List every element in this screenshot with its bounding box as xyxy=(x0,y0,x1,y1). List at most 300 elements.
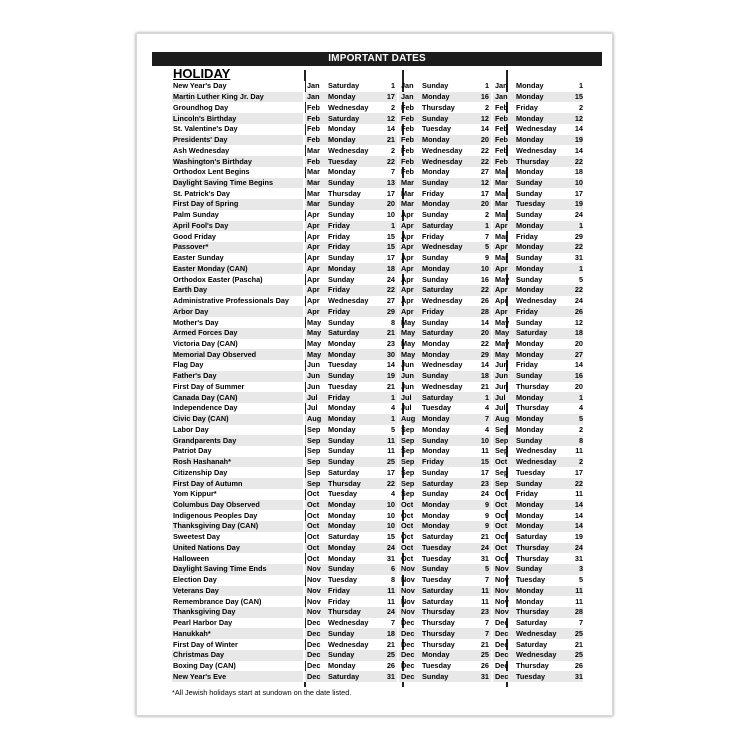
month-cell: Jul xyxy=(305,392,327,403)
date-number-cell: 17 xyxy=(386,467,395,477)
month-cell: Feb xyxy=(305,135,327,146)
date-number-cell: 2 xyxy=(570,457,583,468)
month-cell: Sep xyxy=(495,467,509,477)
month-cell: Mar xyxy=(307,145,320,155)
date-number-cell: 5 xyxy=(578,274,583,284)
month-cell: Feb xyxy=(401,124,414,134)
holiday-name: Good Friday xyxy=(173,231,216,241)
date-number-cell: 21 xyxy=(386,381,395,391)
date-number-cell: 20 xyxy=(382,199,397,210)
month-cell: Sep xyxy=(401,489,415,499)
date-number-cell: 22 xyxy=(570,156,583,167)
weekday-cell: Thursday xyxy=(515,607,570,618)
weekday-cell: Saturday xyxy=(327,328,382,339)
month-cell: Oct xyxy=(495,510,508,520)
weekday-cell: Monday xyxy=(515,392,570,403)
weekday-cell: Sunday xyxy=(328,253,355,263)
weekday-cell: Tuesday xyxy=(515,671,570,682)
month-cell: Apr xyxy=(493,263,515,274)
month-cell: Nov xyxy=(399,586,421,597)
weekday-cell: Tuesday xyxy=(328,575,358,585)
weekday-cell: Monday xyxy=(516,81,544,91)
holiday-row xyxy=(172,467,583,478)
holiday-name: Indigenous Peoples Day xyxy=(173,510,258,520)
weekday-cell: Sunday xyxy=(328,210,355,220)
month-cell: Apr xyxy=(493,221,515,232)
weekday-cell: Wednesday xyxy=(328,639,369,649)
holiday-name: Yom Kippur* xyxy=(173,489,217,499)
date-number-cell: 21 xyxy=(480,639,489,649)
holiday-row xyxy=(172,285,583,296)
month-cell: Apr xyxy=(305,242,327,253)
month-cell: Apr xyxy=(493,306,515,317)
date-number-cell: 2 xyxy=(578,424,583,434)
date-number-cell: 31 xyxy=(480,553,489,563)
month-cell: Sep xyxy=(401,424,415,434)
date-number-cell: 5 xyxy=(476,564,491,575)
weekday-cell: Wednesday xyxy=(422,296,463,306)
weekday-cell: Thursday xyxy=(328,188,361,198)
date-number-cell: 1 xyxy=(570,263,583,274)
date-number-cell: 1 xyxy=(476,392,491,403)
month-cell: Nov xyxy=(493,607,515,618)
month-cell: Mar xyxy=(401,188,414,198)
month-cell: Jul xyxy=(401,403,412,413)
date-number-cell: 26 xyxy=(480,296,489,306)
holiday-row xyxy=(172,317,583,328)
weekday-cell: Monday xyxy=(515,500,570,511)
holiday-name: Martin Luther King Jr. Day xyxy=(172,92,303,103)
month-cell: Oct xyxy=(493,521,515,532)
holiday-row xyxy=(172,553,583,564)
weekday-cell: Wednesday xyxy=(515,457,570,468)
holiday-name: Orthodox Lent Begins xyxy=(173,167,250,177)
month-cell: Feb xyxy=(305,156,327,167)
weekday-cell: Tuesday xyxy=(328,360,358,370)
weekday-cell: Friday xyxy=(516,102,538,112)
month-cell: Nov xyxy=(305,607,327,618)
date-number-cell: 2 xyxy=(390,102,395,112)
month-cell: Jan xyxy=(307,81,320,91)
weekday-cell: Monday xyxy=(516,596,544,606)
weekday-cell: Sunday xyxy=(328,274,355,284)
date-number-cell: 26 xyxy=(386,661,395,671)
weekday-cell: Sunday xyxy=(421,178,476,189)
weekday-cell: Sunday xyxy=(421,564,476,575)
weekday-cell: Sunday xyxy=(422,317,449,327)
month-cell: Jun xyxy=(307,360,320,370)
date-number-cell: 31 xyxy=(476,671,491,682)
date-number-cell: 25 xyxy=(570,628,583,639)
weekday-cell: Tuesday xyxy=(516,575,546,585)
weekday-cell: Wednesday xyxy=(328,102,369,112)
date-number-cell: 29 xyxy=(382,306,397,317)
weekday-cell: Tuesday xyxy=(422,553,452,563)
weekday-cell: Monday xyxy=(421,500,476,511)
weekday-cell: Sunday xyxy=(421,671,476,682)
holiday-row xyxy=(172,425,583,436)
holiday-name: Groundhog Day xyxy=(173,102,229,112)
weekday-cell: Friday xyxy=(422,231,444,241)
weekday-cell: Friday xyxy=(422,188,444,198)
month-cell: Jun xyxy=(401,381,414,391)
holiday-row xyxy=(172,199,583,210)
weekday-cell: Monday xyxy=(515,92,570,103)
month-cell: Dec xyxy=(399,628,421,639)
month-cell: Apr xyxy=(399,221,421,232)
weekday-cell: Monday xyxy=(515,586,570,597)
date-number-cell: 24 xyxy=(382,607,397,618)
holiday-name: St. Valentine's Day xyxy=(173,124,238,134)
month-cell: Dec xyxy=(305,650,327,661)
weekday-cell: Sunday xyxy=(328,317,355,327)
month-cell: Jan xyxy=(493,92,515,103)
date-number-cell: 5 xyxy=(476,242,491,253)
weekday-cell: Thursday xyxy=(516,381,549,391)
month-cell: May xyxy=(307,338,322,348)
holiday-row xyxy=(172,628,583,639)
date-number-cell: 28 xyxy=(570,607,583,618)
weekday-cell: Saturday xyxy=(421,221,476,232)
weekday-cell: Sunday xyxy=(515,435,570,446)
holiday-row xyxy=(172,403,583,414)
weekday-cell: Monday xyxy=(327,135,382,146)
weekday-cell: Tuesday xyxy=(327,156,382,167)
weekday-cell: Wednesday xyxy=(516,124,557,134)
month-cell: Nov xyxy=(305,564,327,575)
weekday-cell: Saturday xyxy=(327,671,382,682)
date-number-cell: 9 xyxy=(476,521,491,532)
date-number-cell: 31 xyxy=(574,553,583,563)
month-cell: Apr xyxy=(399,306,421,317)
weekday-cell: Saturday xyxy=(327,113,382,124)
month-cell: Jul xyxy=(399,392,421,403)
holiday-row xyxy=(172,446,583,457)
holiday-row xyxy=(172,306,583,317)
date-number-cell: 11 xyxy=(382,435,397,446)
date-number-cell: 19 xyxy=(570,199,583,210)
date-number-cell: 15 xyxy=(386,231,395,241)
month-cell: Jun xyxy=(495,360,508,370)
holiday-name: Citizenship Day xyxy=(173,467,228,477)
date-number-cell: 9 xyxy=(484,253,489,263)
holiday-row xyxy=(172,639,583,650)
holiday-row xyxy=(172,435,583,446)
date-number-cell: 17 xyxy=(574,188,583,198)
weekday-cell: Sunday xyxy=(516,317,543,327)
weekday-cell: Monday xyxy=(327,500,382,511)
holiday-name: Christmas Day xyxy=(172,650,303,661)
weekday-cell: Thursday xyxy=(516,553,549,563)
holiday-name: Labor Day xyxy=(173,424,209,434)
date-number-cell: 31 xyxy=(574,253,583,263)
weekday-cell: Friday xyxy=(421,306,476,317)
weekday-cell: Sunday xyxy=(327,650,382,661)
month-cell: Dec xyxy=(493,671,515,682)
weekday-cell: Monday xyxy=(421,414,476,425)
month-cell: Mar xyxy=(495,231,508,241)
month-cell: Oct xyxy=(307,553,320,563)
weekday-cell: Friday xyxy=(327,586,382,597)
month-cell: Apr xyxy=(401,274,414,284)
month-cell: Oct xyxy=(495,532,508,542)
month-cell: Sep xyxy=(399,457,421,468)
date-number-cell: 20 xyxy=(476,328,491,339)
weekday-cell: Monday xyxy=(421,92,476,103)
holiday-name: Daylight Saving Time Begins xyxy=(172,178,303,189)
month-cell: Jun xyxy=(307,381,320,391)
date-number-cell: 28 xyxy=(476,306,491,317)
date-number-cell: 24 xyxy=(476,543,491,554)
month-cell: May xyxy=(305,349,327,360)
date-number-cell: 24 xyxy=(386,274,395,284)
date-number-cell: 22 xyxy=(480,338,489,348)
date-number-cell: 17 xyxy=(480,188,489,198)
date-number-cell: 8 xyxy=(390,575,395,585)
holiday-name: Boxing Day (CAN) xyxy=(173,661,236,671)
holiday-name: Easter Sunday xyxy=(173,253,224,263)
month-cell: Sep xyxy=(495,446,509,456)
date-number-cell: 27 xyxy=(570,349,583,360)
date-number-cell: 21 xyxy=(386,639,395,649)
important-dates-banner: IMPORTANT DATES xyxy=(152,52,602,66)
date-number-cell: 22 xyxy=(570,285,583,296)
weekday-cell: Wednesday xyxy=(421,242,476,253)
holiday-row xyxy=(172,92,583,103)
month-cell: Apr xyxy=(305,221,327,232)
weekday-cell: Thursday xyxy=(516,661,549,671)
weekday-cell: Saturday xyxy=(516,532,548,542)
weekday-cell: Sunday xyxy=(515,178,570,189)
month-cell: Sep xyxy=(495,424,509,434)
weekday-cell: Friday xyxy=(516,360,538,370)
holiday-row xyxy=(172,263,583,274)
date-number-cell: 21 xyxy=(382,135,397,146)
month-cell: Sep xyxy=(305,457,327,468)
month-cell: Oct xyxy=(305,521,327,532)
month-cell: Nov xyxy=(401,596,415,606)
holiday-name: First Day of Autumn xyxy=(172,478,303,489)
month-cell: Dec xyxy=(305,628,327,639)
month-cell: Nov xyxy=(401,575,415,585)
weekday-cell: Monday xyxy=(515,521,570,532)
month-cell: Sep xyxy=(493,435,515,446)
weekday-cell: Monday xyxy=(515,285,570,296)
month-cell: May xyxy=(399,349,421,360)
holiday-name: St. Patrick's Day xyxy=(173,188,230,198)
month-cell: Mar xyxy=(493,178,515,189)
date-number-cell: 11 xyxy=(575,446,583,456)
weekday-cell: Thursday xyxy=(421,628,476,639)
weekday-cell: Thursday xyxy=(422,618,455,628)
holiday-row xyxy=(172,328,583,339)
holiday-name: Remembrance Day (CAN) xyxy=(173,596,262,606)
date-number-cell: 4 xyxy=(484,424,489,434)
weekday-cell: Saturday xyxy=(516,639,548,649)
weekday-cell: Tuesday xyxy=(421,543,476,554)
month-cell: Feb xyxy=(401,102,414,112)
month-cell: May xyxy=(401,317,416,327)
weekday-cell: Saturday xyxy=(421,586,476,597)
month-cell: Sep xyxy=(305,435,327,446)
month-cell: Feb xyxy=(495,124,508,134)
date-number-cell: 1 xyxy=(570,221,583,232)
month-cell: Feb xyxy=(401,167,414,177)
weekday-cell: Saturday xyxy=(328,532,360,542)
month-cell: Feb xyxy=(307,124,320,134)
weekday-cell: Saturday xyxy=(421,328,476,339)
month-cell: Sep xyxy=(399,478,421,489)
month-cell: Jun xyxy=(399,371,421,382)
month-cell: Oct xyxy=(493,543,515,554)
month-cell: Apr xyxy=(399,285,421,296)
date-number-cell: 25 xyxy=(382,650,397,661)
date-number-cell: 24 xyxy=(382,543,397,554)
weekday-cell: Saturday xyxy=(422,596,454,606)
date-number-cell: 14 xyxy=(570,521,583,532)
date-number-cell: 23 xyxy=(386,338,395,348)
month-cell: Apr xyxy=(305,285,327,296)
month-cell: Oct xyxy=(305,543,327,554)
weekday-cell: Monday xyxy=(328,424,356,434)
month-cell: Oct xyxy=(493,500,515,511)
holiday-name: First Day of Winter xyxy=(173,639,238,649)
holiday-name: Lincoln's Birthday xyxy=(172,113,303,124)
month-cell: Feb xyxy=(493,135,515,146)
date-number-cell: 24 xyxy=(574,210,583,220)
weekday-cell: Sunday xyxy=(421,113,476,124)
month-cell: Sep xyxy=(307,446,321,456)
date-number-cell: 11 xyxy=(476,586,491,597)
weekday-cell: Friday xyxy=(327,242,382,253)
date-number-cell: 16 xyxy=(480,274,489,284)
month-cell: Feb xyxy=(307,102,320,112)
weekday-cell: Sunday xyxy=(422,467,449,477)
holiday-column-heading: HOLIDAY xyxy=(173,66,231,81)
weekday-cell: Monday xyxy=(421,135,476,146)
weekday-cell: Sunday xyxy=(516,253,543,263)
month-cell: Sep xyxy=(307,467,321,477)
date-number-cell: 29 xyxy=(476,349,491,360)
holiday-name: Pearl Harbor Day xyxy=(173,618,233,628)
holiday-row xyxy=(172,521,583,532)
month-cell: May xyxy=(399,328,421,339)
holiday-name: Presidents' Day xyxy=(172,135,303,146)
month-cell: Oct xyxy=(305,500,327,511)
month-cell: Dec xyxy=(401,639,415,649)
date-number-cell: 14 xyxy=(480,317,489,327)
month-cell: Feb xyxy=(495,102,508,112)
weekday-cell: Sunday xyxy=(516,210,543,220)
month-cell: Jun xyxy=(401,360,414,370)
holiday-name: Sweetest Day xyxy=(173,532,221,542)
weekday-cell: Saturday xyxy=(328,467,360,477)
holiday-row xyxy=(172,253,583,264)
month-cell: Apr xyxy=(399,242,421,253)
date-number-cell: 15 xyxy=(382,242,397,253)
date-number-cell: 7 xyxy=(484,231,489,241)
weekday-cell: Wednesday xyxy=(328,296,369,306)
date-number-cell: 15 xyxy=(386,532,395,542)
weekday-cell: Wednesday xyxy=(328,145,369,155)
date-number-cell: 20 xyxy=(574,338,583,348)
weekday-cell: Saturday xyxy=(328,81,360,91)
month-cell: Oct xyxy=(401,510,414,520)
date-number-cell: 12 xyxy=(476,113,491,124)
date-number-cell: 10 xyxy=(570,178,583,189)
month-cell: Dec xyxy=(495,661,509,671)
holiday-name: Earth Day xyxy=(172,285,303,296)
date-number-cell: 11 xyxy=(387,446,395,456)
weekday-cell: Monday xyxy=(328,124,356,134)
date-number-cell: 17 xyxy=(382,92,397,103)
weekday-cell: Monday xyxy=(516,510,544,520)
weekday-cell: Friday xyxy=(515,306,570,317)
holiday-row xyxy=(172,532,583,543)
weekday-cell: Tuesday xyxy=(328,381,358,391)
month-cell: Jan xyxy=(399,92,421,103)
date-number-cell: 1 xyxy=(382,414,397,425)
date-number-cell: 1 xyxy=(476,221,491,232)
month-cell: Oct xyxy=(307,489,320,499)
date-number-cell: 24 xyxy=(480,489,489,499)
month-cell: Sep xyxy=(401,446,415,456)
month-cell: Feb xyxy=(493,113,515,124)
holiday-name: Father's Day xyxy=(172,371,303,382)
holiday-row xyxy=(172,478,583,489)
month-cell: Oct xyxy=(399,521,421,532)
holiday-row xyxy=(172,414,583,425)
holiday-row xyxy=(172,489,583,500)
date-number-cell: 15 xyxy=(476,457,491,468)
weekday-cell: Monday xyxy=(422,510,450,520)
month-cell: May xyxy=(307,317,322,327)
date-number-cell: 19 xyxy=(382,371,397,382)
date-number-cell: 10 xyxy=(386,210,395,220)
date-number-cell: 22 xyxy=(476,285,491,296)
weekday-cell: Monday xyxy=(328,510,356,520)
month-cell: Sep xyxy=(305,478,327,489)
month-cell: Oct xyxy=(493,457,515,468)
weekday-cell: Monday xyxy=(515,135,570,146)
date-number-cell: 25 xyxy=(570,650,583,661)
date-number-cell: 4 xyxy=(390,403,395,413)
weekday-cell: Monday xyxy=(327,263,382,274)
month-cell: Feb xyxy=(401,145,414,155)
date-number-cell: 30 xyxy=(382,349,397,360)
weekday-cell: Sunday xyxy=(327,178,382,189)
date-number-cell: 10 xyxy=(476,263,491,274)
weekday-cell: Friday xyxy=(421,457,476,468)
holiday-name: Grandparents Day xyxy=(172,435,303,446)
month-cell: Feb xyxy=(493,156,515,167)
weekday-cell: Tuesday xyxy=(422,661,452,671)
weekday-cell: Wednesday xyxy=(328,618,369,628)
date-number-cell: 14 xyxy=(386,124,395,134)
date-number-cell: 21 xyxy=(382,328,397,339)
holiday-row xyxy=(172,564,583,575)
holiday-name: First Day of Summer xyxy=(173,381,245,391)
date-number-cell: 16 xyxy=(570,371,583,382)
month-cell: Oct xyxy=(495,553,508,563)
date-number-cell: 29 xyxy=(574,231,583,241)
weekday-cell: Thursday xyxy=(327,478,382,489)
date-number-cell: 22 xyxy=(382,478,397,489)
date-number-cell: 2 xyxy=(390,145,395,155)
date-number-cell: 10 xyxy=(476,435,491,446)
date-number-cell: 21 xyxy=(480,532,489,542)
weekday-cell: Thursday xyxy=(515,543,570,554)
